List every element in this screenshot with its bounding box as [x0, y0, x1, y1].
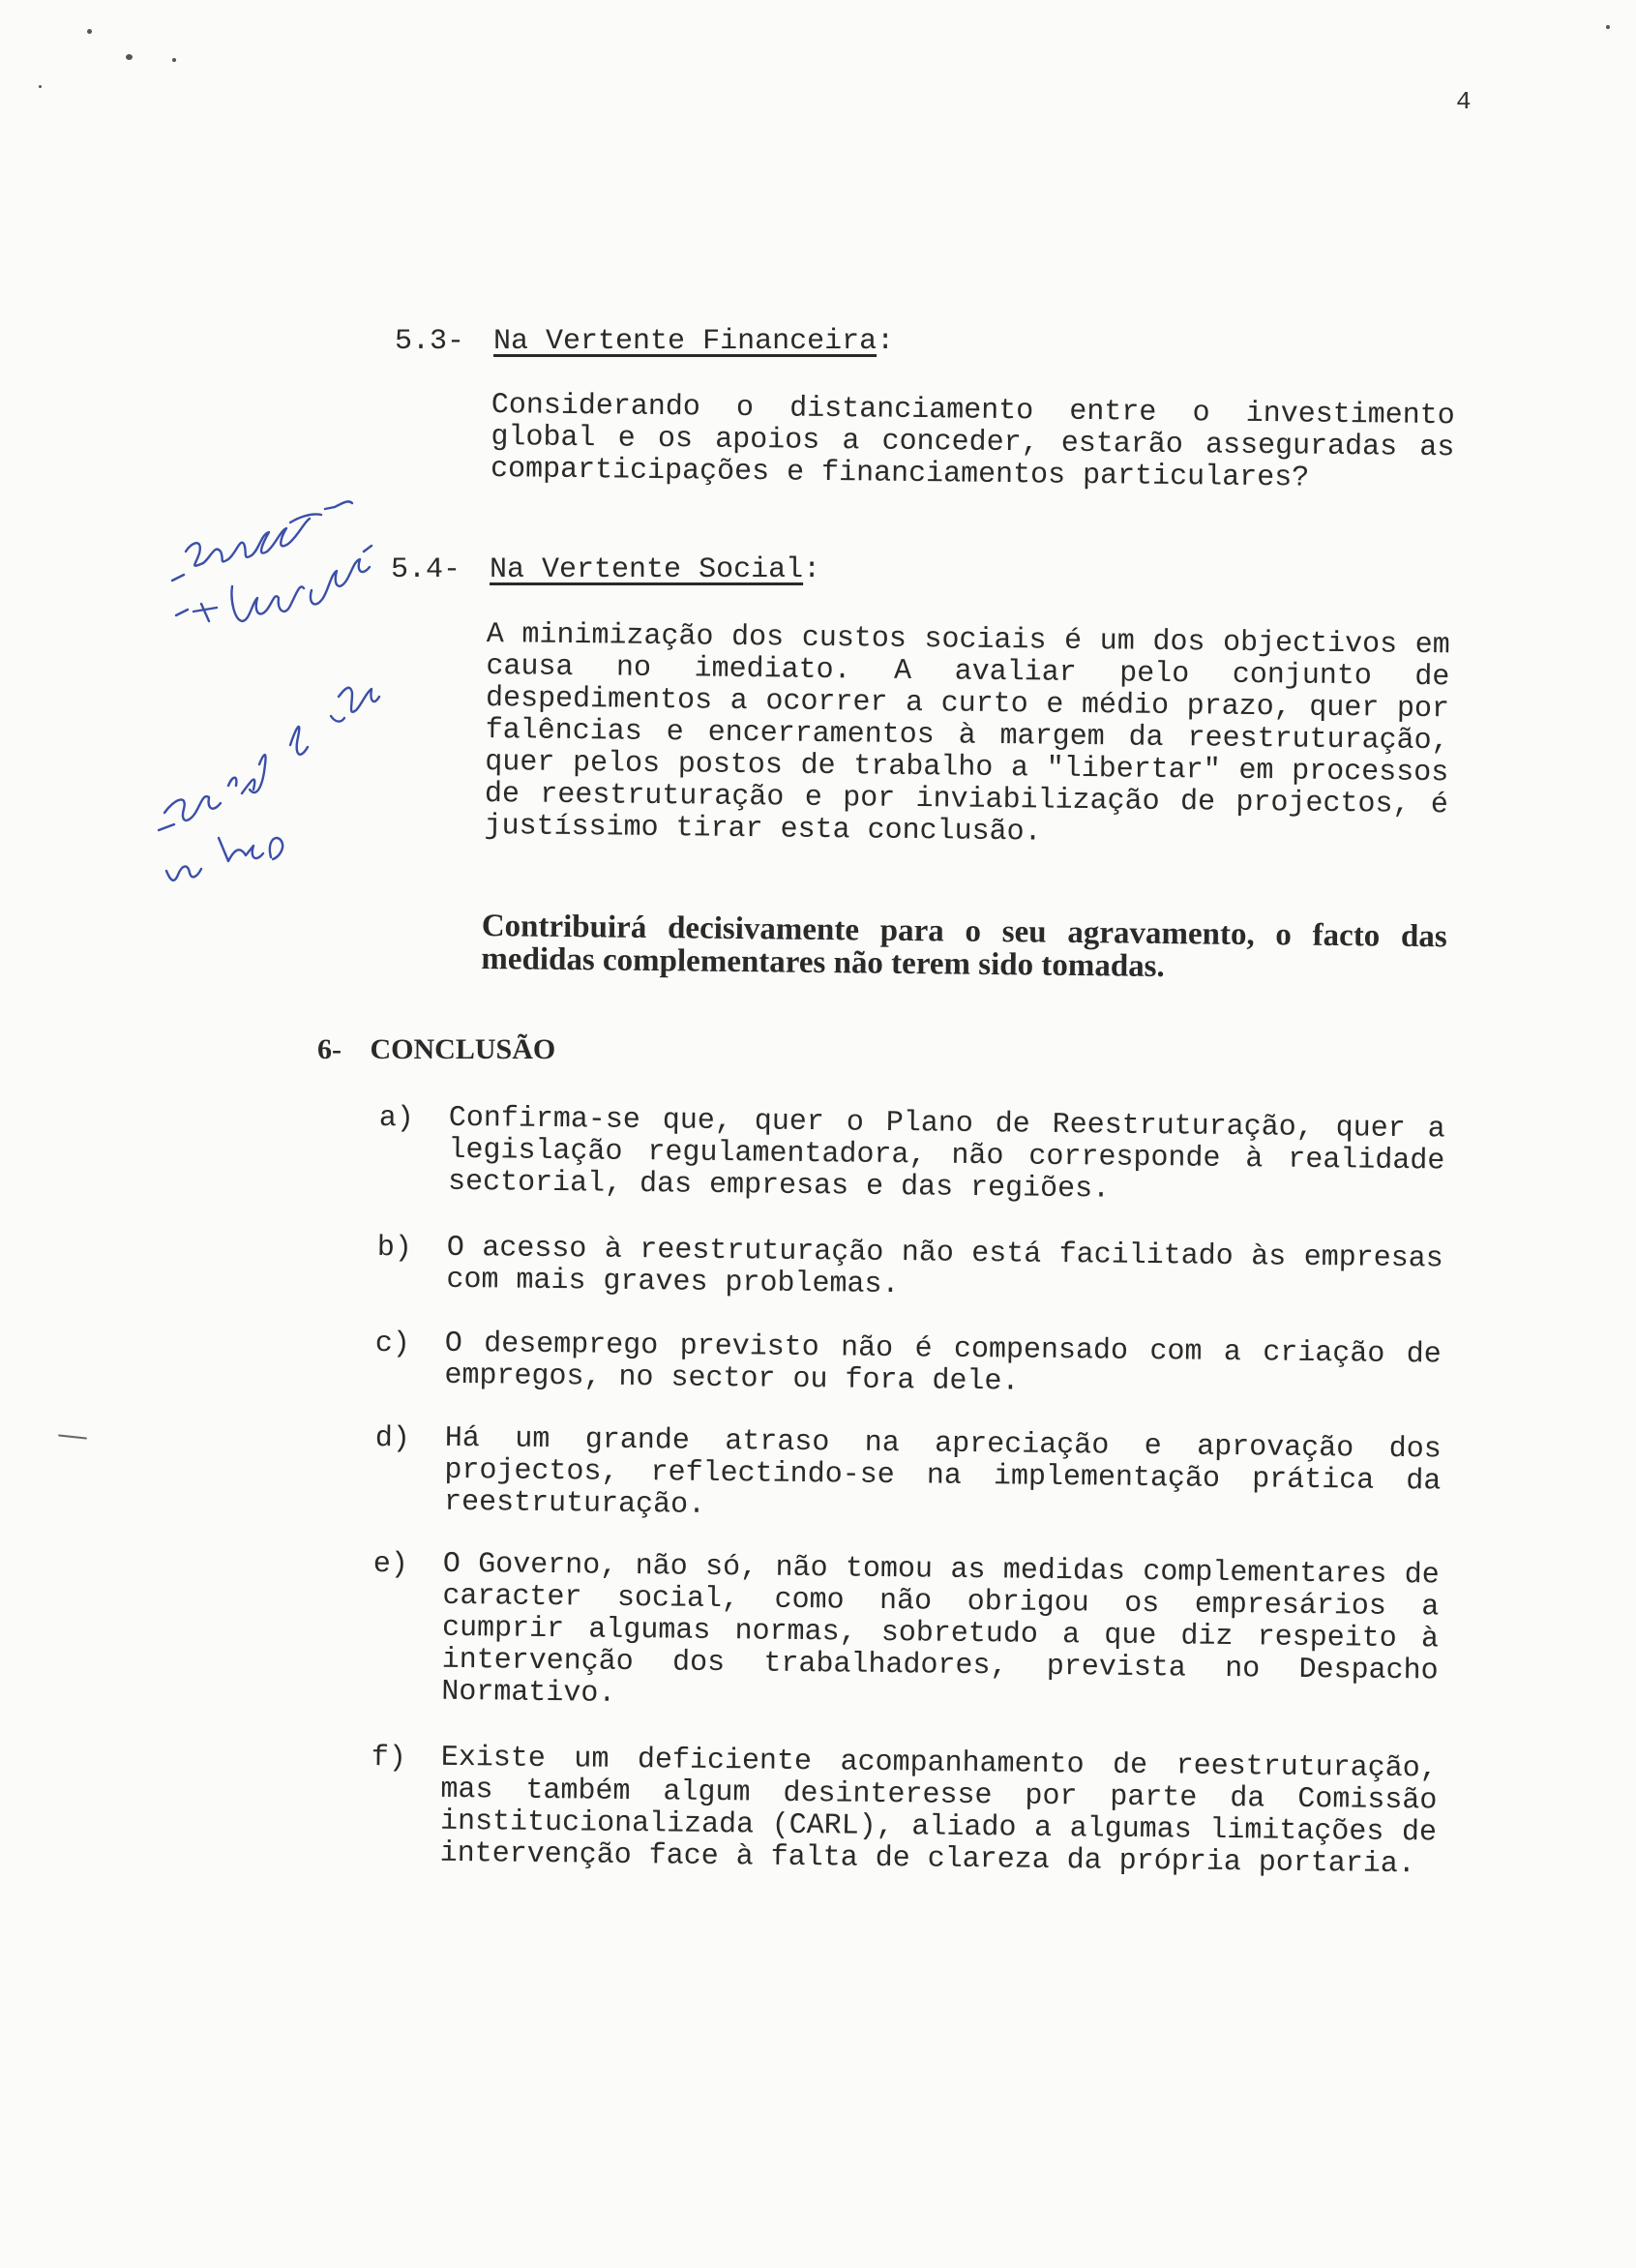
conclusion-item — [370, 1742, 1445, 1919]
conclusion-item — [376, 1232, 1451, 1322]
item-text: Há um grande atraso na apreciação e aprovação dos projectos, reflectindo-se na implementação prática da reestruturação. — [443, 1421, 1442, 1522]
section-6-heading — [317, 1033, 555, 1066]
page-number: 4 — [1456, 87, 1472, 116]
section-title: CONCLUSÃO — [370, 1033, 556, 1065]
conclusion-item — [374, 1328, 1449, 1418]
section-colon: : — [877, 325, 895, 358]
item-text: Confirma-se que, quer o Plano de Reestruturação, quer a legislação regulamentadora, não corresponde à realidade sectorial, das empresas e das regiões. — [447, 1101, 1445, 1207]
section-5-3-heading — [395, 325, 894, 358]
section-number: 5.3- — [395, 325, 465, 358]
section-title: Na Vertente Financeira — [493, 325, 877, 358]
section-5-4-heading — [391, 553, 820, 586]
scan-mark — [58, 1434, 87, 1439]
scan-speck — [126, 54, 133, 60]
item-letter: b) — [376, 1232, 413, 1266]
item-text: O Governo, não só, não tomou as medidas complementares de caracter social, como não obrigou os empresários a cumprir algumas normas, sobretudo a que diz respeito à intervenção dos trabalhadores, prevista no Despacho Normativo. — [441, 1547, 1440, 1711]
item-letter: a) — [378, 1102, 415, 1136]
item-letter: e) — [372, 1548, 409, 1582]
handwritten-margin-note — [145, 474, 397, 939]
conclusion-item — [374, 1422, 1449, 1541]
item-letter: d) — [374, 1422, 411, 1456]
section-title: Na Vertente Social — [490, 553, 804, 586]
scan-speck — [39, 85, 42, 88]
item-text: O acesso à reestruturação não está facilitado às empresas com mais graves problemas. — [446, 1231, 1443, 1302]
scan-speck — [1606, 25, 1610, 29]
conclusion-item — [372, 1548, 1447, 1725]
section-number: 5.4- — [391, 553, 461, 586]
conclusion-item — [378, 1102, 1453, 1240]
section-5-4-emphasis: Contribuirá decisivamente para o seu agravamento, o facto das medidas complementares não terem sido tomadas. — [481, 909, 1447, 985]
item-text: O desemprego previsto não é compensado com a criação de empregos, no sector ou fora dele. — [444, 1327, 1442, 1399]
item-letter: f) — [371, 1742, 407, 1776]
scan-speck — [87, 29, 92, 34]
item-letter: c) — [374, 1328, 411, 1361]
item-text: Existe um deficiente acompanhamento de reestruturação, mas também algum desinteresse por parte da Comissão institucionalizada (CARL), aliado a algumas limitações de intervenção face à falta de clareza da própria portaria. — [439, 1741, 1438, 1882]
scan-speck — [172, 58, 176, 62]
section-5-3-body: Considerando o distanciamento entre o investimento global e os apoios a conceder, estarão asseguradas as comparticipações e financiamentos particulares? — [490, 389, 1455, 495]
section-5-4-body: A minimização dos custos sociais é um dos objectivos em causa no imediato. A avaliar pelo conjunto de despedimentos a ocorrer a curto e médio prazo, quer por falências e encerramentos à margem da reestruturação, quer pelos postos de trabalho a "libertar" em processos de reestruturação e por inviabilização de projectos, é justíssimo tirar esta conclusão. — [484, 618, 1450, 850]
section-number: 6- — [317, 1033, 342, 1065]
section-colon: : — [803, 553, 821, 586]
